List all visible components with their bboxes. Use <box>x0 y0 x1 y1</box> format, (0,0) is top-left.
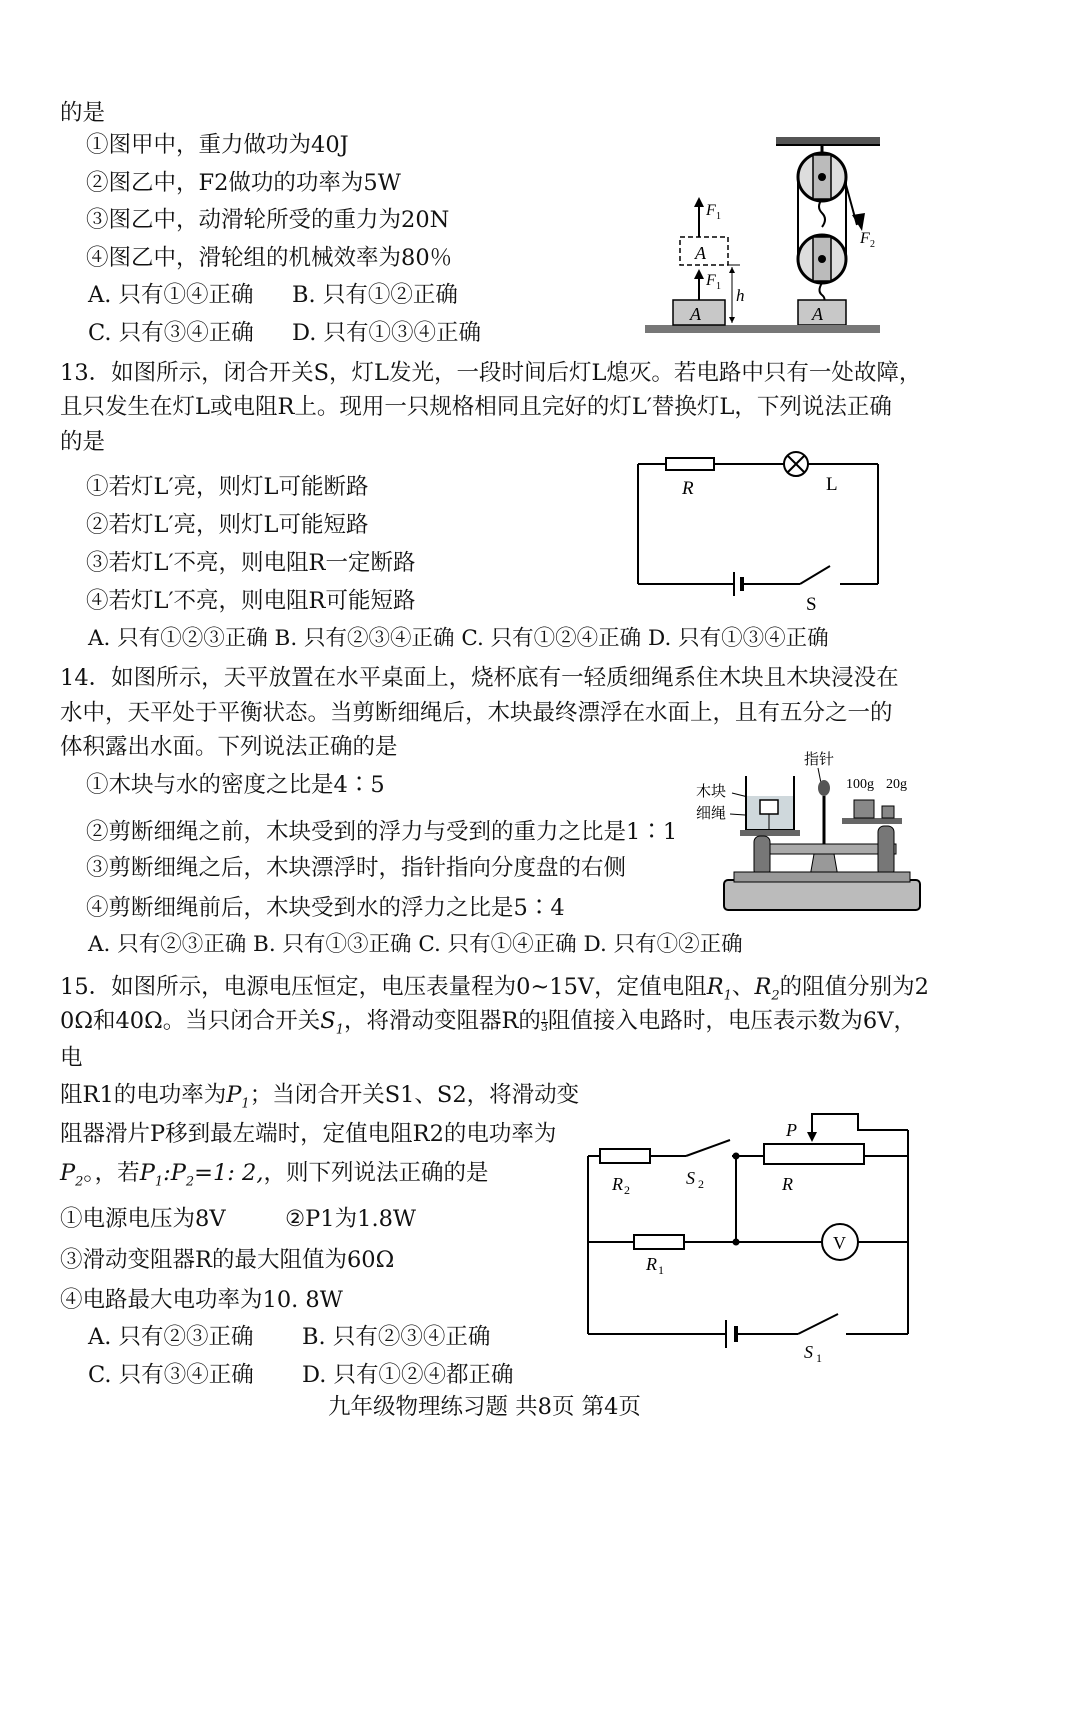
svg-text:1: 1 <box>658 1263 664 1277</box>
q15-line-5: 阻器滑片P移到最左端时，定值电阻R2的电功率为 <box>60 1121 557 1147</box>
svg-text:木块: 木块 <box>696 784 727 800</box>
q12-choice-d: D. 只有①③④正确 <box>292 320 482 346</box>
q15-line-3: 电 <box>60 1045 83 1071</box>
q14-line-2: 水中，天平处于平衡状态。当剪断细绳后，木块最终漂浮在水面上，且有五分之一的 <box>60 700 893 726</box>
q15-option-4: ④电路最大电功率为10. 8W <box>60 1287 343 1313</box>
svg-text:2: 2 <box>624 1183 630 1197</box>
q13-line-2: 且只发生在灯L或电阻R上。现用一只规格相同且完好的灯L′替换灯L，下列说法正确 <box>60 394 892 420</box>
q13-option-3: ③若灯L′不亮，则电阻R一定断路 <box>86 550 416 576</box>
q15-choice-d: D. 只有①②④都正确 <box>302 1362 514 1388</box>
svg-text:R: R <box>782 1174 793 1194</box>
q15-line-1: 15．如图所示，电源电压恒定，电压表量程为0~15V，定值电阻$R_1$、$R_2$的阻值分别为2 <box>60 974 929 1004</box>
svg-text:L: L <box>826 474 838 495</box>
q12-option-1: ①图甲中，重力做功为40J <box>86 132 349 158</box>
svg-text:S: S <box>806 594 817 615</box>
resistor-r1 <box>634 1235 684 1249</box>
q12-option-4: ④图乙中，滑轮组的机械效率为80％ <box>86 245 453 271</box>
q14-option-4: ④剪断细绳前后，木块受到水的浮力之比是5∶4 <box>86 895 565 921</box>
svg-text:P: P <box>786 1120 797 1140</box>
q13-circuit <box>630 452 890 622</box>
resistor-r <box>666 458 714 470</box>
svg-text:R: R <box>646 1254 657 1274</box>
q15-choice-c: C. 只有③④正确 <box>88 1362 254 1388</box>
svg-text:2: 2 <box>870 239 875 250</box>
svg-text:2: 2 <box>698 1177 704 1191</box>
q14-line-3: 体积露出水面。下列说法正确的是 <box>60 734 398 760</box>
q12-stem-end: 的是 <box>60 100 106 126</box>
svg-text:1: 1 <box>816 1351 822 1365</box>
q14-option-2: ②剪断细绳之前，木块受到的浮力与受到的重力之比是1∶1 <box>86 819 678 845</box>
q13-option-2: ②若灯L′亮，则灯L可能短路 <box>86 512 369 538</box>
q14-line-1: 14．如图所示，天平放置在水平桌面上，烧杯底有一轻质细绳系住木块且木块浸没在 <box>60 665 899 691</box>
q14-option-1: ①木块与水的密度之比是4∶5 <box>86 772 385 798</box>
q15-choice-a: A. 只有②③正确 <box>88 1324 254 1350</box>
q13-option-1: ①若灯L′亮，则灯L可能断路 <box>86 474 369 500</box>
svg-text:h: h <box>736 286 745 305</box>
q13-choices: A. 只有①②③正确 B. 只有②③④正确 C. 只有①②④正确 D. 只有①③④正确 <box>88 626 829 651</box>
svg-text:20g: 20g <box>886 777 907 792</box>
q15-line-2: 0Ω和40Ω。当只闭合开关$S_1$，将滑动变阻器R的 $\frac{1}{3}$ 阻值接入电路时，电压表示数为6V， <box>60 1008 916 1038</box>
svg-text:F: F <box>706 202 716 219</box>
svg-text:1: 1 <box>716 211 721 222</box>
svg-text:S: S <box>804 1342 813 1362</box>
q13-line-3: 的是 <box>60 429 106 455</box>
q12-option-2: ②图乙中，F2做功的功率为5W <box>86 170 401 196</box>
q13-line-1: 13．如图所示，闭合开关S，灯L发光，一段时间后灯L熄灭。若电路中只有一处故障， <box>60 360 922 386</box>
wood-block <box>760 800 778 814</box>
q15-line-6: $P_2$。，若$P_1:P_2=1$: 2,，则下列说法正确的是 <box>60 1160 489 1190</box>
q12-choice-c: C. 只有③④正确 <box>88 320 254 346</box>
svg-text:100g: 100g <box>846 777 874 792</box>
svg-text:细绳: 细绳 <box>696 806 727 822</box>
q13-option-4: ④若灯L′不亮，则电阻R可能短路 <box>86 588 416 614</box>
svg-text:A: A <box>812 304 823 324</box>
pulley-figure <box>640 135 890 340</box>
svg-text:F: F <box>706 272 716 289</box>
svg-text:A: A <box>695 243 706 263</box>
q14-option-3: ③剪断细绳之后，木块漂浮时，指针指向分度盘的右侧 <box>86 855 627 881</box>
rheostat-r <box>764 1144 864 1164</box>
q15-option-3: ③滑动变阻器R的最大阻值为60Ω <box>60 1247 395 1273</box>
q12-choice-a: A. 只有①④正确 <box>88 282 254 308</box>
q12-choice-b: B. 只有①②正确 <box>292 282 458 308</box>
svg-text:V: V <box>833 1233 846 1253</box>
balance-base <box>724 880 920 910</box>
q15-line-4: 阻R1的电功率为$P_1$；当闭合开关S1、S2，将滑动变 <box>60 1082 580 1112</box>
page-footer: 九年级物理练习题 共8页 第4页 <box>328 1394 641 1420</box>
svg-text:A: A <box>690 304 701 324</box>
q12-option-3: ③图乙中，动滑轮所受的重力为20N <box>86 207 450 233</box>
q15-option-2: ②P1为1.8W <box>285 1206 417 1232</box>
balance-figure <box>694 748 920 918</box>
svg-text:1: 1 <box>716 281 721 292</box>
q15-option-1: ①电源电压为8V <box>60 1206 226 1232</box>
resistor-r2 <box>600 1149 650 1163</box>
svg-text:R: R <box>612 1174 623 1194</box>
q14-choices: A. 只有②③正确 B. 只有①③正确 C. 只有①④正确 D. 只有①②正确 <box>88 932 743 957</box>
q15-circuit <box>582 1112 918 1365</box>
q15-choice-b: B. 只有②③④正确 <box>302 1324 491 1350</box>
svg-text:S: S <box>686 1168 695 1188</box>
svg-text:指针: 指针 <box>804 752 835 768</box>
svg-text:R: R <box>682 478 694 499</box>
svg-text:F: F <box>860 230 870 247</box>
